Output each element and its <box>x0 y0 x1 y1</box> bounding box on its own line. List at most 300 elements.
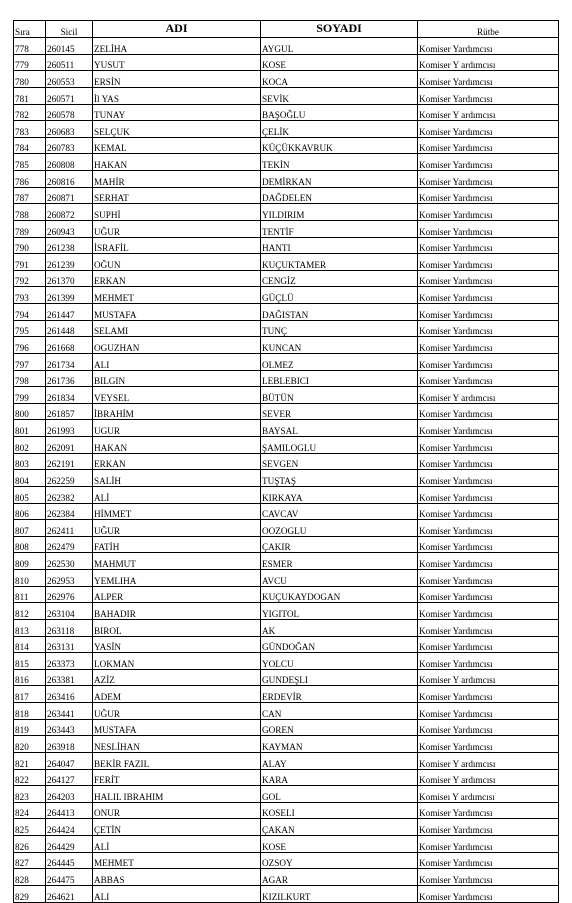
cell-soyadi: SEVGEN <box>261 453 418 470</box>
cell-rutbe: Komiser Yardımcısı <box>418 71 559 88</box>
cell-adi: MUSTAFA <box>93 304 261 321</box>
cell-sira: 791 <box>14 254 46 271</box>
cell-sira: 784 <box>14 137 46 154</box>
cell-rutbe: Komiser Yardımcısı <box>418 703 559 720</box>
cell-soyadi: KAYMAN <box>261 736 418 753</box>
table-row <box>14 54 559 71</box>
cell-soyadi: ALAY <box>261 752 418 769</box>
cell-sicil: 263918 <box>46 736 93 753</box>
cell-sira: 825 <box>14 819 46 836</box>
cell-rutbe: Komiser Yardımcısı <box>418 819 559 836</box>
cell-soyadi: ERDEVİR <box>261 686 418 703</box>
table-header <box>14 21 559 38</box>
table-row <box>14 104 559 121</box>
cell-sira: 811 <box>14 586 46 603</box>
cell-rutbe: Komiser Y ardımcısı <box>418 752 559 769</box>
cell-soyadi: ŞAMILOGLU <box>261 437 418 454</box>
cell-rutbe: Komiser Yardımcısı <box>418 187 559 204</box>
cell-sira: 817 <box>14 686 46 703</box>
cell-rutbe: Komiser Yardımcısı <box>418 603 559 620</box>
table-row <box>14 353 559 370</box>
cell-sicil: 261834 <box>46 387 93 404</box>
cell-adi: UĞUR <box>93 703 261 720</box>
table-row <box>14 171 559 188</box>
cell-sira: 778 <box>14 38 46 55</box>
cell-adi: MUSTAFA <box>93 719 261 736</box>
cell-adi: BEKİR FAZIL <box>93 752 261 769</box>
cell-sira: 826 <box>14 836 46 853</box>
cell-adi: UGUR <box>93 420 261 437</box>
cell-soyadi: HANTI <box>261 237 418 254</box>
cell-soyadi: KOSE <box>261 54 418 71</box>
table-row <box>14 453 559 470</box>
cell-soyadi: GÜÇLÜ <box>261 287 418 304</box>
cell-adi: TUNAY <box>93 104 261 121</box>
cell-sira: 794 <box>14 304 46 321</box>
cell-rutbe: Komiser Yardımcısı <box>418 237 559 254</box>
cell-sira: 809 <box>14 553 46 570</box>
cell-adi: SERHAT <box>93 187 261 204</box>
cell-sicil: 263131 <box>46 636 93 653</box>
cell-rutbe: Komiser Yardımcısı <box>418 403 559 420</box>
cell-sicil: 262382 <box>46 486 93 503</box>
table-row <box>14 669 559 686</box>
table-row <box>14 570 559 587</box>
cell-rutbe: Komiser Yardımcısı <box>418 553 559 570</box>
cell-sicil: 261447 <box>46 304 93 321</box>
cell-soyadi: KUÇUKTAMER <box>261 254 418 271</box>
cell-soyadi: ÇELİK <box>261 121 418 138</box>
cell-sicil: 261370 <box>46 270 93 287</box>
cell-sicil: 260571 <box>46 87 93 104</box>
header-sicil: Sicil <box>46 21 93 38</box>
table-row <box>14 237 559 254</box>
cell-sira: 801 <box>14 420 46 437</box>
cell-soyadi: KÜÇÜKKAVRUK <box>261 137 418 154</box>
cell-adi: HALIL IBRAHIM <box>93 786 261 803</box>
cell-sicil: 264413 <box>46 802 93 819</box>
table-row <box>14 836 559 853</box>
cell-soyadi: DEMİRKAN <box>261 171 418 188</box>
table-row <box>14 819 559 836</box>
cell-rutbe: Komiser Y ardımcısı <box>418 104 559 121</box>
cell-adi: İSRAFİL <box>93 237 261 254</box>
table-row <box>14 520 559 537</box>
cell-soyadi: ÇAKIR <box>261 536 418 553</box>
cell-adi: YUSUT <box>93 54 261 71</box>
cell-sicil: 264203 <box>46 786 93 803</box>
cell-soyadi: BÜTÜN <box>261 387 418 404</box>
cell-sicil: 264475 <box>46 869 93 886</box>
cell-soyadi: KUNCAN <box>261 337 418 354</box>
cell-rutbe: Komiser Yardımcısı <box>418 420 559 437</box>
table-row <box>14 254 559 271</box>
cell-sicil: 264424 <box>46 819 93 836</box>
cell-sira: 796 <box>14 337 46 354</box>
header-sira: Sıra <box>14 21 46 38</box>
cell-soyadi: KOSE <box>261 836 418 853</box>
cell-rutbe: Komiser Yardımcısı <box>418 87 559 104</box>
cell-soyadi: YILDIRIM <box>261 204 418 221</box>
cell-sira: 779 <box>14 54 46 71</box>
cell-adi: AZİZ <box>93 669 261 686</box>
cell-sicil: 260871 <box>46 187 93 204</box>
cell-sira: 793 <box>14 287 46 304</box>
table-row <box>14 270 559 287</box>
cell-sira: 804 <box>14 470 46 487</box>
table-row <box>14 719 559 736</box>
cell-adi: ZELİHA <box>93 38 261 55</box>
cell-sira: 805 <box>14 486 46 503</box>
cell-adi: SELAMI <box>93 320 261 337</box>
cell-sicil: 263104 <box>46 603 93 620</box>
cell-rutbe: Komiser Yardımcısı <box>418 470 559 487</box>
table-row <box>14 486 559 503</box>
cell-sira: 799 <box>14 387 46 404</box>
cell-sicil: 262384 <box>46 503 93 520</box>
cell-rutbe: Komiser Yardımcısı <box>418 486 559 503</box>
table-row <box>14 304 559 321</box>
table-row <box>14 869 559 886</box>
cell-adi: OGUZHAN <box>93 337 261 354</box>
cell-sicil: 261736 <box>46 370 93 387</box>
cell-rutbe: Komiser Yardımcısı <box>418 802 559 819</box>
cell-sira: 822 <box>14 769 46 786</box>
table-row <box>14 154 559 171</box>
cell-sicil: 262191 <box>46 453 93 470</box>
cell-rutbe: Komiser Y ardımcısı <box>418 769 559 786</box>
cell-sicil: 260145 <box>46 38 93 55</box>
cell-rutbe: Komiser Yardımcısı <box>418 337 559 354</box>
cell-sicil: 263118 <box>46 619 93 636</box>
cell-adi: ONUR <box>93 802 261 819</box>
cell-sira: 798 <box>14 370 46 387</box>
cell-rutbe: Komiser Yardımcısı <box>418 686 559 703</box>
cell-adi: İBRAHİM <box>93 403 261 420</box>
header-soyadi: SOYADI <box>261 21 418 38</box>
cell-sira: 800 <box>14 403 46 420</box>
cell-soyadi: KUÇUKAYDOGAN <box>261 586 418 603</box>
cell-sira: 827 <box>14 852 46 869</box>
cell-rutbe: Komiser Yardımcısı <box>418 171 559 188</box>
cell-sicil: 261668 <box>46 337 93 354</box>
cell-soyadi: AK <box>261 619 418 636</box>
cell-soyadi: KOCA <box>261 71 418 88</box>
cell-sicil: 261448 <box>46 320 93 337</box>
cell-adi: ALI <box>93 885 261 902</box>
cell-sira: 820 <box>14 736 46 753</box>
cell-adi: FATİH <box>93 536 261 553</box>
cell-sicil: 260943 <box>46 220 93 237</box>
cell-adi: MAHMUT <box>93 553 261 570</box>
table-row <box>14 786 559 803</box>
cell-sicil: 262479 <box>46 536 93 553</box>
cell-rutbe: Komiser Yardımcısı <box>418 353 559 370</box>
cell-adi: VEYSEL <box>93 387 261 404</box>
cell-adi: YEMLIHA <box>93 570 261 587</box>
table-row <box>14 636 559 653</box>
cell-sicil: 263416 <box>46 686 93 703</box>
cell-sira: 781 <box>14 87 46 104</box>
cell-soyadi: TENTİF <box>261 220 418 237</box>
cell-rutbe: Komiser Yardımcısı <box>418 619 559 636</box>
table-row <box>14 619 559 636</box>
cell-adi: BIROL <box>93 619 261 636</box>
cell-rutbe: Komiser Yardımcısı <box>418 586 559 603</box>
cell-adi: BILGIN <box>93 370 261 387</box>
cell-sicil: 262530 <box>46 553 93 570</box>
cell-sicil: 260808 <box>46 154 93 171</box>
cell-rutbe: Komiser Y ardımcısı <box>418 669 559 686</box>
cell-soyadi: CAVCAV <box>261 503 418 520</box>
cell-sicil: 263373 <box>46 653 93 670</box>
table-row <box>14 885 559 902</box>
cell-sicil: 262976 <box>46 586 93 603</box>
cell-rutbe: Komiser Y ardımcısı <box>418 387 559 404</box>
cell-sira: 821 <box>14 752 46 769</box>
cell-sicil: 261238 <box>46 237 93 254</box>
cell-rutbe: Komiser Yardımcısı <box>418 836 559 853</box>
cell-sicil: 260511 <box>46 54 93 71</box>
table-row <box>14 38 559 55</box>
cell-rutbe: Komiser Yardımcısı <box>418 270 559 287</box>
table-row <box>14 536 559 553</box>
cell-sicil: 264429 <box>46 836 93 853</box>
cell-adi: UĞUR <box>93 220 261 237</box>
cell-adi: ALİ <box>93 486 261 503</box>
cell-sira: 815 <box>14 653 46 670</box>
table-row <box>14 420 559 437</box>
cell-soyadi: CENGİZ <box>261 270 418 287</box>
cell-sira: 802 <box>14 437 46 454</box>
cell-soyadi: AYGUL <box>261 38 418 55</box>
cell-rutbe: Komiser Yardımcısı <box>418 869 559 886</box>
cell-sicil: 260578 <box>46 104 93 121</box>
cell-sira: 818 <box>14 703 46 720</box>
cell-sicil: 260783 <box>46 137 93 154</box>
cell-soyadi: TUŞTAŞ <box>261 470 418 487</box>
cell-rutbe: Komiser Yardımcısı <box>418 38 559 55</box>
cell-sicil: 260816 <box>46 171 93 188</box>
cell-sira: 816 <box>14 669 46 686</box>
header-row <box>14 21 559 38</box>
cell-rutbe: Komiser Yardımcısı <box>418 653 559 670</box>
cell-soyadi: YOLCU <box>261 653 418 670</box>
header-adi: ADI <box>93 21 261 38</box>
table-row <box>14 387 559 404</box>
cell-soyadi: GOREN <box>261 719 418 736</box>
cell-sira: 803 <box>14 453 46 470</box>
cell-sicil: 261239 <box>46 254 93 271</box>
cell-sira: 807 <box>14 520 46 537</box>
cell-sira: 823 <box>14 786 46 803</box>
cell-rutbe: Komiser Yardımcısı <box>418 121 559 138</box>
cell-sira: 797 <box>14 353 46 370</box>
cell-sira: 792 <box>14 270 46 287</box>
cell-sira: 786 <box>14 171 46 188</box>
cell-sira: 780 <box>14 71 46 88</box>
cell-adi: ALİ <box>93 836 261 853</box>
cell-adi: ÇETİN <box>93 819 261 836</box>
cell-sira: 788 <box>14 204 46 221</box>
cell-sicil: 264047 <box>46 752 93 769</box>
table-body <box>14 38 559 903</box>
table-row <box>14 752 559 769</box>
table-row <box>14 769 559 786</box>
cell-rutbe: Komiser Yardımcısı <box>418 370 559 387</box>
cell-soyadi: DAĞISTAN <box>261 304 418 321</box>
cell-soyadi: CAN <box>261 703 418 720</box>
cell-sira: 808 <box>14 536 46 553</box>
cell-sicil: 264445 <box>46 852 93 869</box>
cell-rutbe: Komiser Yardımcısı <box>418 736 559 753</box>
cell-adi: LOKMAN <box>93 653 261 670</box>
cell-sicil: 263441 <box>46 703 93 720</box>
cell-sira: 812 <box>14 603 46 620</box>
table-row <box>14 653 559 670</box>
cell-adi: ABBAS <box>93 869 261 886</box>
cell-rutbe: Komiser Yardımcısı <box>418 636 559 653</box>
cell-soyadi: TUNÇ <box>261 320 418 337</box>
cell-adi: OĞUN <box>93 254 261 271</box>
table-row <box>14 586 559 603</box>
table-row <box>14 703 559 720</box>
cell-soyadi: BAYSAL <box>261 420 418 437</box>
cell-sira: 824 <box>14 802 46 819</box>
cell-rutbe: Komiser Yardımcısı <box>418 220 559 237</box>
cell-sira: 783 <box>14 121 46 138</box>
cell-sicil: 260553 <box>46 71 93 88</box>
cell-soyadi: AVCU <box>261 570 418 587</box>
cell-adi: KEMAL <box>93 137 261 154</box>
cell-adi: MEHMET <box>93 852 261 869</box>
cell-soyadi: OLMEZ <box>261 353 418 370</box>
cell-sira: 787 <box>14 187 46 204</box>
table-row <box>14 437 559 454</box>
cell-rutbe: Komiser Yardımcısı <box>418 254 559 271</box>
cell-adi: ALPER <box>93 586 261 603</box>
table-row <box>14 852 559 869</box>
cell-sicil: 263381 <box>46 669 93 686</box>
cell-soyadi: SEVİK <box>261 87 418 104</box>
cell-rutbe: Komiser Y ardımcısı <box>418 54 559 71</box>
cell-soyadi: GOL <box>261 786 418 803</box>
cell-soyadi: OZSOY <box>261 852 418 869</box>
cell-soyadi: BAŞOĞLU <box>261 104 418 121</box>
cell-rutbe: Komiser Yardımcısı <box>418 719 559 736</box>
cell-sira: 819 <box>14 719 46 736</box>
cell-sicil: 263443 <box>46 719 93 736</box>
cell-rutbe: Komiser Yardımcısı <box>418 885 559 902</box>
cell-sira: 782 <box>14 104 46 121</box>
cell-soyadi: KARA <box>261 769 418 786</box>
cell-adi: ADEM <box>93 686 261 703</box>
table-row <box>14 470 559 487</box>
cell-adi: NESLİHAN <box>93 736 261 753</box>
cell-rutbe: Komiser Yardımcısı <box>418 536 559 553</box>
table-row <box>14 603 559 620</box>
table-row <box>14 802 559 819</box>
cell-sicil: 264127 <box>46 769 93 786</box>
cell-sicil: 262091 <box>46 437 93 454</box>
cell-sira: 810 <box>14 570 46 587</box>
cell-soyadi: DAĞDELEN <box>261 187 418 204</box>
cell-adi: HİMMET <box>93 503 261 520</box>
cell-rutbe: Komiser Yardımcısı <box>418 503 559 520</box>
cell-rutbe: Komiser Yardımcısı <box>418 437 559 454</box>
cell-soyadi: GÜNDOĞAN <box>261 636 418 653</box>
cell-rutbe: Komiseı Y ardımcısı <box>418 786 559 803</box>
cell-adi: UĞUR <box>93 520 261 537</box>
cell-adi: ALI <box>93 353 261 370</box>
cell-rutbe: Komiser Yardımcısı <box>418 137 559 154</box>
cell-sira: 828 <box>14 869 46 886</box>
cell-adi: SALİH <box>93 470 261 487</box>
header-rutbe: Rütbe <box>418 21 559 38</box>
table-row <box>14 736 559 753</box>
cell-rutbe: Komiser Yardımcısı <box>418 204 559 221</box>
cell-sira: 814 <box>14 636 46 653</box>
cell-rutbe: Komiser Yardımcısı <box>418 453 559 470</box>
cell-rutbe: Komiser Yardımcısı <box>418 852 559 869</box>
cell-adi: ERKAN <box>93 453 261 470</box>
cell-adi: BAHADIR <box>93 603 261 620</box>
table-row <box>14 370 559 387</box>
cell-sicil: 260872 <box>46 204 93 221</box>
cell-sicil: 261857 <box>46 403 93 420</box>
cell-sicil: 262259 <box>46 470 93 487</box>
table-row <box>14 553 559 570</box>
cell-rutbe: Komiser Yardımcısı <box>418 304 559 321</box>
cell-soyadi: OOZOGLU <box>261 520 418 537</box>
table-row <box>14 337 559 354</box>
table-row <box>14 137 559 154</box>
cell-adi: SUPHİ <box>93 204 261 221</box>
cell-adi: İl YAS <box>93 87 261 104</box>
cell-rutbe: Komiser Yardımcısı <box>418 320 559 337</box>
cell-adi: FERİT <box>93 769 261 786</box>
cell-adi: MAHİR <box>93 171 261 188</box>
table-row <box>14 403 559 420</box>
cell-sira: 813 <box>14 619 46 636</box>
cell-rutbe: Komiser Yardımcısı <box>418 154 559 171</box>
cell-soyadi: AGAR <box>261 869 418 886</box>
cell-adi: MEHMET <box>93 287 261 304</box>
cell-sira: 795 <box>14 320 46 337</box>
table-row <box>14 287 559 304</box>
cell-soyadi: LEBLEBICI <box>261 370 418 387</box>
personnel-table <box>13 20 559 903</box>
cell-soyadi: KIZILKURT <box>261 885 418 902</box>
cell-soyadi: ESMER <box>261 553 418 570</box>
cell-sicil: 261993 <box>46 420 93 437</box>
cell-sicil: 261399 <box>46 287 93 304</box>
table-row <box>14 87 559 104</box>
cell-adi: YASİN <box>93 636 261 653</box>
table-row <box>14 686 559 703</box>
cell-adi: ERKAN <box>93 270 261 287</box>
table-row <box>14 503 559 520</box>
cell-sicil: 260683 <box>46 121 93 138</box>
cell-rutbe: Komiser Yardımcısı <box>418 287 559 304</box>
cell-rutbe: Komiser Yardımcısı <box>418 520 559 537</box>
cell-soyadi: KOSELI <box>261 802 418 819</box>
cell-sicil: 262953 <box>46 570 93 587</box>
cell-sicil: 264621 <box>46 885 93 902</box>
cell-soyadi: TEKİN <box>261 154 418 171</box>
cell-soyadi: YIGITOL <box>261 603 418 620</box>
cell-sira: 790 <box>14 237 46 254</box>
